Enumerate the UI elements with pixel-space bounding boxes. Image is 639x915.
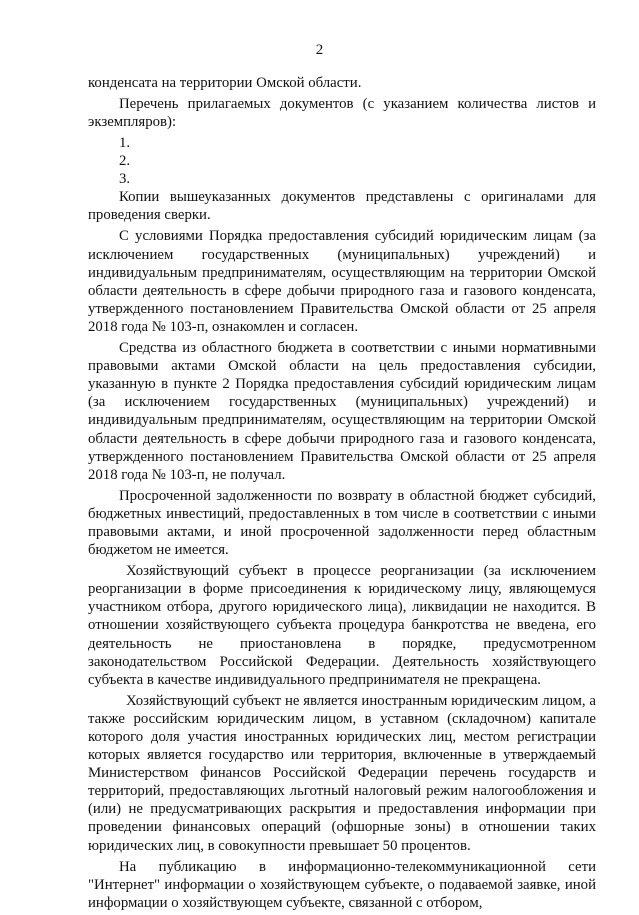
document-body bbox=[88, 74, 596, 915]
paragraph-overdue-debt: Просроченной задолженности по возврату в областной бюджет субсидий, бюджетных инвестиций, предоставленных в том числе в соответствии с иными правовыми актами, и иной просроченной задолженности перед областным бюджетом не имеется. bbox=[88, 487, 596, 559]
paragraph-conditions: С условиями Порядка предоставления субсидий юридическим лицам (за исключением государственных (муниципальных) учреждений) и индивидуальным предпринимателям, осуществляющим на территории Омской области деятельность в сфере добычи природного газа и газового конденсата, утвержденного постановлением Правительства Омской области от 25 апреля 2018 года № 103-п, ознакомлен и согласен. bbox=[88, 228, 596, 335]
paragraph-continuation: конденсата на территории Омской области. bbox=[88, 75, 362, 91]
page-number: 2 bbox=[315, 42, 324, 58]
paragraph-reorganization: Хозяйствующий субъект в процессе реорганизации (за исключением реорганизации в форме присоединения к юридическому лицу, являющемуся участником отбора, другого юридического лица), ликвидации не находится. В отношении хозяйствующего субъекта процедура банкротства не введена, его деятельность не приостановлена в порядке, предусмотренном законодательством Российской Федерации. Деятельность хозяйствующего субъекта в качестве индивидуального предпринимателя не прекращена. bbox=[88, 563, 596, 688]
paragraph-attached-documents: Перечень прилагаемых документов (с указанием количества листов и экземпляров): bbox=[88, 96, 596, 131]
attached-documents-list bbox=[88, 134, 596, 188]
list-item: 1. bbox=[119, 135, 131, 152]
list-item: 3. bbox=[119, 171, 131, 188]
list-item: 2. bbox=[119, 153, 131, 170]
paragraph-copies: Копии вышеуказанных документов представлены с оригиналами для проведения сверки. bbox=[88, 189, 596, 224]
paragraph-foreign-entity: Хозяйствующий субъект не является иностранным юридическим лицом, а также российским юридическим лицом, в уставном (складочном) капитале которого доля участия иностранных юридических лиц, местом регистрации которых является государство или территория, включенные в утверждаемый Министерством финансов Российской Федерации перечень государств и территорий, предоставляющих льготный налоговый режим налогообложения и (или) не предусматривающих раскрытия и предоставления информации при проведении финансовых операций (офшорные зоны) в отношении таких юридических лиц, в совокупности превышает 50 процентов. bbox=[88, 692, 596, 854]
paragraph-publication: На публикацию в информационно-телекоммуникационной сети "Интернет" информации о хозяйствующем субъекте, о подаваемой заявке, иной информации о хозяйствующем субъекте, связанной с отбором, bbox=[88, 858, 596, 911]
paragraph-budget-funds: Средства из областного бюджета в соответствии с иными нормативными правовыми актами Омской области на цель предоставления субсидии, указанную в пункте 2 Порядка предоставления субсидий юридическим лицам (за исключением государственных (муниципальных) учреждений) и индивидуальным предпринимателям, осуществляющим на территории Омской области деятельность в сфере добычи природного газа и газового конденсата, утвержденного постановлением Правительства Омской области от 25 апреля 2018 года № 103-п, не получал. bbox=[88, 340, 596, 483]
